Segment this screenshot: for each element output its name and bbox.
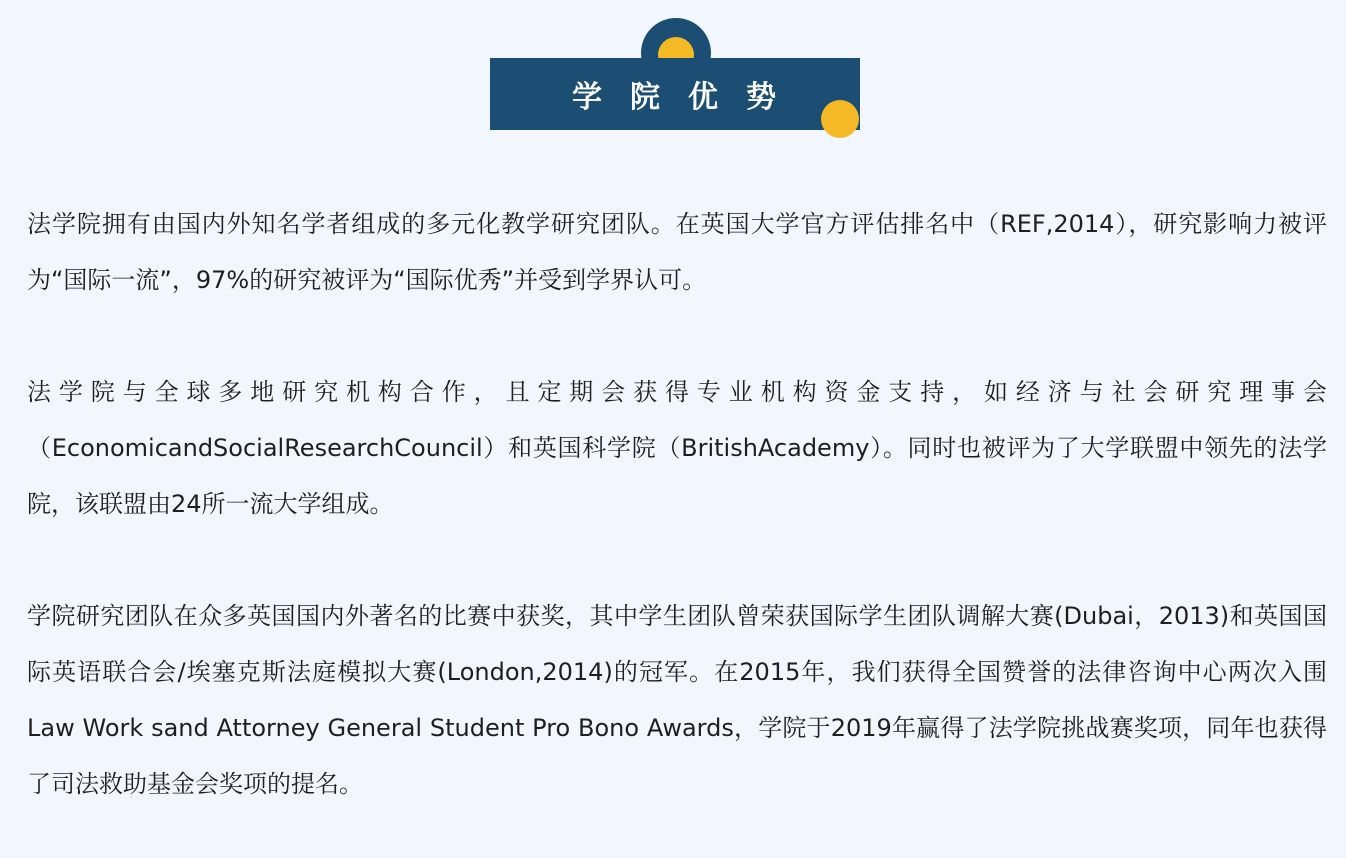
paragraph-research-team: 法学院拥有由国内外知名学者组成的多元化教学研究团队。在英国大学官方评估排名中（REF,2014），研究影响力被评为“国际一流”，97%的研究被评为“国际优秀”并受到学界认可。 [27,210,1327,294]
section-title: 学院优势 [572,80,804,115]
paragraph-cooperation: 法学院与全球多地研究机构合作，且定期会获得专业机构资金支持，如经济与社会研究理事会（EconomicandSocialResearchCouncil）和英国科学院（BritishAcademy）。同时也被评为了大学联盟中领先的法学院，该联盟由24所一流大学组成。 [27,378,1327,518]
section-header-badge [490,18,862,140]
badge-bar [490,58,860,130]
badge-corner-dot-decoration [821,100,859,138]
article-body [27,196,1327,812]
paragraph-awards: 学院研究团队在众多英国国内外著名的比赛中获奖，其中学生团队曾荣获国际学生团队调解大赛(Dubai，2013)和英国国际英语联合会/埃塞克斯法庭模拟大赛(London,2014)的冠军。在2015年，我们获得全国赞誉的法律咨询中心两次入围Law Work sand Attorney General Student Pro Bono Awards，学院于2019年赢得了法学院挑战赛奖项，同年也获得了司法救助基金会奖项的提名。 [27,602,1327,798]
